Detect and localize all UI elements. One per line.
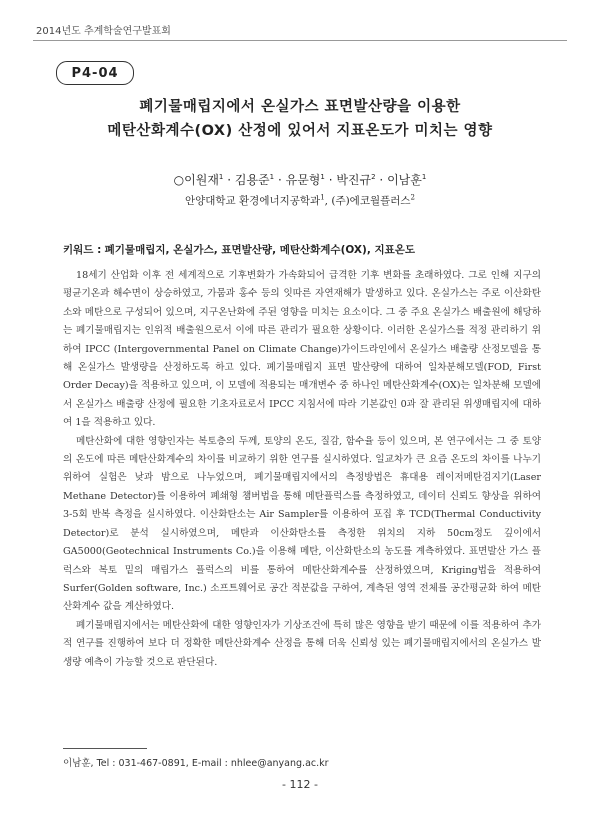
abstract-paragraph: 메탄산화에 대한 영향인자는 복토층의 두께, 토양의 온도, 질감, 함수율 등이 있으며, 본 연구에서는 그 중 토양의 온도에 따른 메탄산화계수의 차이를 비교하기 위한 연구를 실시하였다. 일교차가 큰 요즘 온도의 차이를 나누기 위하여 실험은 낮과 밤으로 나누었으며, 폐기물매립지에서의 측정방법은 휴대용 레이저메탄검지기(Laser Methane Detector)를 이용하여 폐쇄형 챔버법을 통해 메탄플럭스를 측정하였고, 데이터 신뢰도 향상을 위하여 3-5회 반복 측정을 실시하였다. 이산화탄소는 Air Sampler를 이용하여 포집 후 TCD(Thermal Conductivity Detector)로 분석 실시하였으며, 메탄과 이산화탄소를 측정한 위치의 지하 50cm정도 깊이에서 GA5000(Geotechnical Instruments Co.)을 이용해 메탄, 이산화탄소의 농도를 계측하였다. 표면발산 가스 플럭스와 복토 밑의 매립가스 플럭스의 비를 통하여 메탄산화계수를 산정하였으며, Kriging법을 적용하여 Surfer(Golden software, Inc.) 소프트웨어로 공간 적분값을 구하여, 계측된 영역 전체를 공간평균화 하여 메탄산화계수 값을 계산하였다. — [63, 435, 541, 613]
author-separator: · — [379, 173, 384, 187]
author-list — [0, 171, 600, 188]
author-separator: · — [328, 173, 333, 187]
abstract-body — [63, 267, 541, 672]
header-divider — [33, 40, 567, 41]
footnote-divider — [63, 748, 147, 749]
author-name: 이남훈 — [387, 173, 422, 187]
author-affiliation-mark: 2 — [371, 173, 376, 181]
keywords — [63, 242, 415, 257]
author-separator: · — [227, 173, 232, 187]
author-affiliation-mark: 1 — [218, 173, 224, 181]
affiliation-1: 안양대학교 환경에너지공학과 — [184, 195, 321, 207]
affiliation-1-mark: 1 — [320, 193, 325, 202]
presenter-mark: ○ — [173, 173, 185, 187]
author-name: 유문형 — [285, 173, 321, 187]
affiliations — [0, 193, 600, 208]
title-line-2: 메탄산화계수(OX) 산정에 있어서 지표온도가 미치는 영향 — [107, 123, 493, 139]
author-affiliation-mark: 1 — [320, 173, 325, 181]
title-line-1: 폐기물매립지에서 온실가스 표면발산량을 이용한 — [139, 99, 461, 115]
corresponding-author-footnote: 이남훈, Tel : 031-467-0891, E-mail : nhlee@anyang.ac.kr — [63, 758, 329, 769]
keywords-label: 키워드 : — [63, 244, 102, 256]
conference-header: 2014년도 추계학술연구발표회 — [36, 26, 171, 37]
author-separator: · — [277, 173, 282, 187]
keywords-text: 폐기물매립지, 온실가스, 표면발산량, 메탄산화계수(OX), 지표온도 — [104, 244, 416, 256]
affiliation-2-mark: 2 — [410, 193, 416, 202]
abstract-paragraph: 폐기물매립지에서는 메탄산화에 대한 영향인자가 기상조건에 특히 많은 영향을 받기 때문에 이를 적용하여 추가적 연구를 진행하여 보다 더 정확한 메탄산화계수 산정을 통해 더욱 신뢰성 있는 폐기물매립지에서의 온실가스 발생량 예측이 가능할 것으로 판단된다. — [63, 619, 541, 668]
page-number: - 112 - — [282, 778, 318, 791]
paper-id-badge: P4-04 — [56, 61, 134, 85]
author-name: 김용준 — [234, 173, 270, 187]
affiliation-2: (주)에코월플러스 — [331, 195, 411, 207]
author-affiliation-mark: 1 — [269, 173, 275, 181]
affiliation-separator: , — [324, 195, 332, 207]
author-name: 박진규 — [336, 173, 372, 187]
author-name: 이원재 — [184, 173, 219, 187]
author-affiliation-mark: 1 — [421, 173, 427, 181]
abstract-paragraph: 18세기 산업화 이후 전 세계적으로 기후변화가 가속화되어 급격한 기후 변화를 초래하였다. 그로 인해 지구의 평균기온과 해수면이 상승하였고, 가뭄과 홍수 등의 잇따른 자연재해가 발생하고 있다. 온실가스는 주로 이산화탄소와 메탄으로 구성되어 있으며, 지구온난화에 주된 영향을 미치는 요소이다. 그 중 주요 온실가스 배출원에 해당하는 폐기물매립지는 인위적 배출원으로서 이에 따른 관리가 필요한 상황이다. 이러한 온실가스를 적정 관리하기 위하여 IPCC (Intergovernmental Panel on Climate Change)가이드라인에서 온실가스 배출량 산정모델을 통해 온실가스 발생량을 산정하도록 하고 있다. 폐기물매립지 표면 발산량에 대하여 일차분해모델(FOD, First Order Decay)을 적용하고 있으며, 이 모델에 적용되는 매개변수 중 하나인 메탄산화계수(OX)는 일차분해 모델에서 온실가스 배출량 산정에 필요한 기초자료로서 IPCC 지침서에 따라 기본값인 0과 잘 관리된 위생매립지에 대하여 1을 적용하고 있다. — [63, 270, 541, 429]
